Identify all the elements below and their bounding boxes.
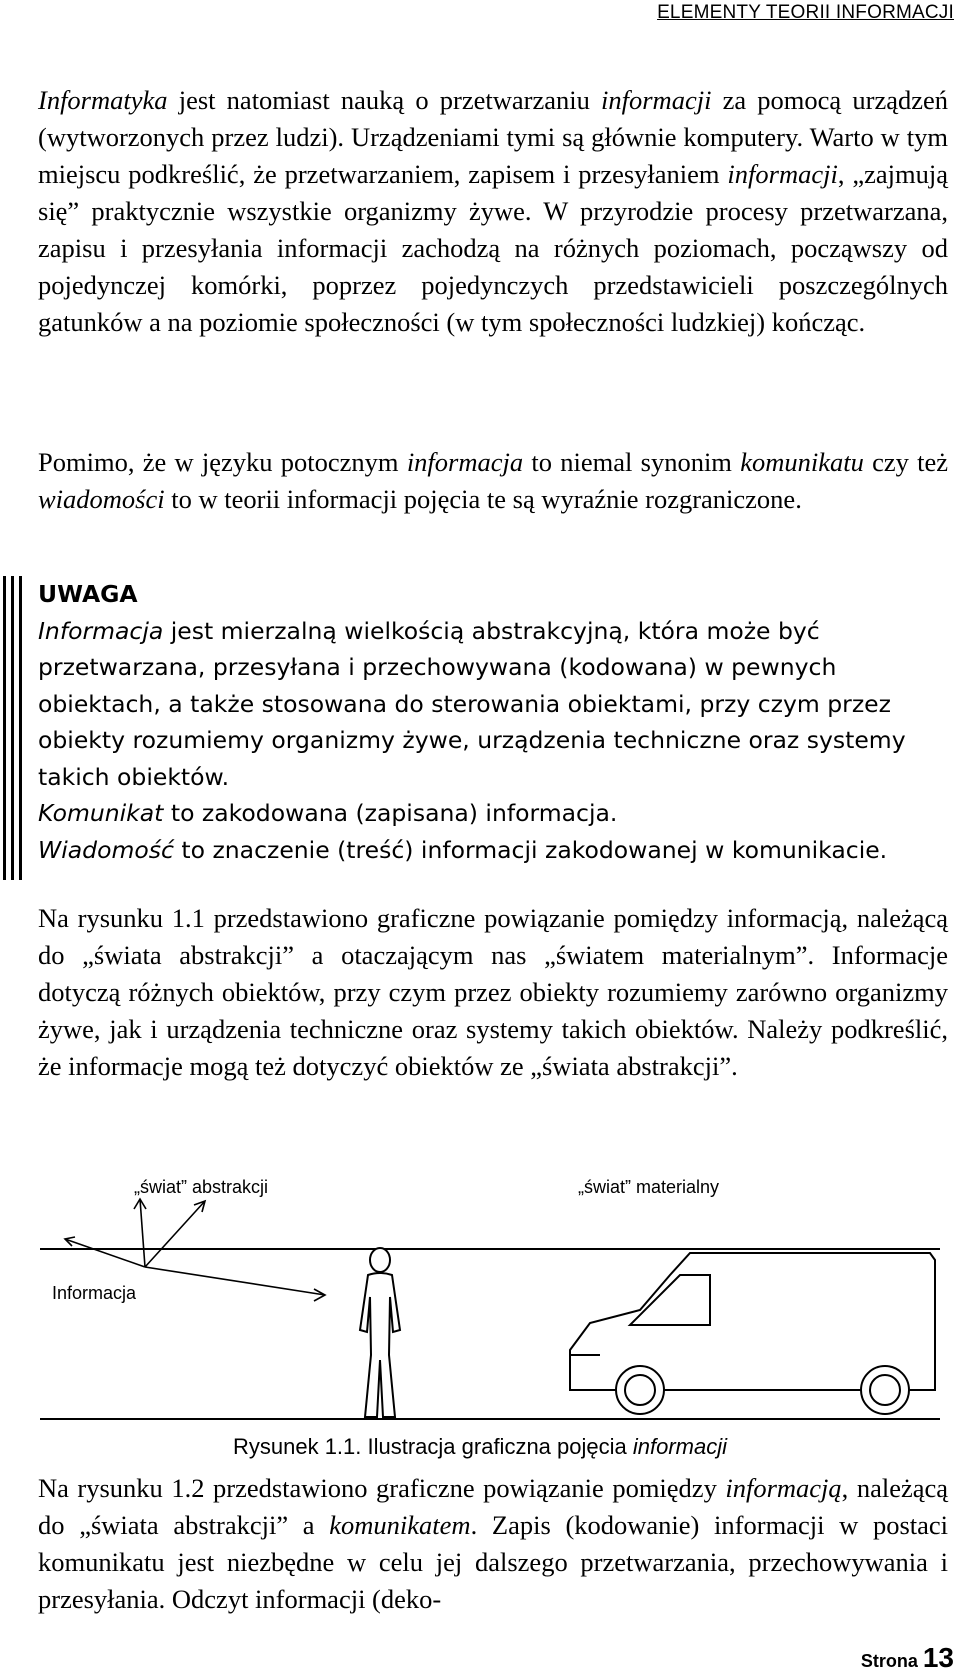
term-informacji: informacji xyxy=(601,85,712,115)
definition-text: to znaczenie (treść) informacji zakodowanej w komunikacie. xyxy=(173,835,888,864)
margin-bar xyxy=(3,576,6,880)
term-informacja: informacją xyxy=(725,1473,842,1503)
caption-text: Rysunek 1.1. Ilustracja graficzna pojęcia xyxy=(232,1434,633,1459)
term-informacji: informacji xyxy=(727,159,838,189)
paragraph-rysunek-1-1: Na rysunku 1.1 przedstawiono graficzne powiązanie pomiędzy informacją, należącą do „świata abstrakcji” a otaczającym nas „światem materialnym”. Informacje dotyczą różnych obiektów, przy czym przez obiekty rozumiemy zarówno organizmy żywe, jak i urządzenia techniczne oraz systemy takich obiektów. Należy podkreślić, że informacje mogą też dotyczyć obiektów ze „świata abstrakcji”. xyxy=(38,903,948,1081)
person-silhouette xyxy=(360,1248,400,1417)
text-span: Pomimo, że w języku potocznym xyxy=(38,447,407,477)
figure-caption xyxy=(0,1434,960,1460)
running-header: ELEMENTY TEORII INFORMACJI xyxy=(657,2,954,23)
figure-illustration xyxy=(30,1185,950,1425)
paragraph-informatyka xyxy=(38,82,948,341)
definition-text: jest mierzalną wielkością abstrakcyjną, która może być przetwarzana, przesyłana i przechowywana (kodowana) w pewnych obiektach, a także stosowana do sterowania obiektami, przy czym przez obiekty rozumiemy organizmy żywe, urządzenia techniczne oraz systemy takich obiektów. xyxy=(38,616,906,791)
van-silhouette xyxy=(570,1253,935,1414)
margin-bar xyxy=(19,576,22,880)
figure-1-1 xyxy=(30,1177,950,1445)
term-wiadomosci: wiadomości xyxy=(38,484,165,514)
paragraph-pomimo xyxy=(38,444,948,518)
footer-label: Strona xyxy=(860,1651,923,1671)
term-komunikatu: komunikatu xyxy=(740,447,864,477)
definition-text: to zakodowana (zapisana) informacja. xyxy=(163,799,618,827)
definition-informacja xyxy=(38,613,918,796)
definition-term: Komunikat xyxy=(38,799,164,827)
definition-term: Informacja xyxy=(38,616,164,645)
text-span: czy też xyxy=(863,447,949,477)
page-footer xyxy=(861,1642,954,1674)
text-span: urządzeń (wytworzonych przez ludzi). Urządzeniami tymi są głównie komputery. Warto w tym miejscu podkreślić, że przetwarzaniem, zapisem i przesyłaniem xyxy=(38,85,949,189)
term-informacja: informacja xyxy=(406,447,524,477)
term-komunikatem: komunikatem xyxy=(329,1510,471,1540)
definition-term: Wiadomość xyxy=(38,835,174,864)
note-uwaga xyxy=(38,576,918,868)
page-number: 13 xyxy=(922,1642,954,1673)
note-heading: UWAGA xyxy=(38,580,138,608)
paragraph-rysunek-1-2 xyxy=(38,1470,948,1618)
text-span: , należącą do „świata abstrakcji” a xyxy=(38,1473,949,1540)
text-span: za pomocą xyxy=(711,85,842,115)
text-span: , „zajmują się” praktycznie wszystkie organizmy żywe. W przyrodzie procesy przetwarzana, zapisu i przesyłania informacji zachodzą na różnych poziomach, począwszy od pojedynczej komórki, poprzez pojedynczych przedstawicieli poszczególnych gatunków a na poziomie społeczności (w tym społeczności ludzkiej) kończąc. xyxy=(38,159,948,337)
term-informatyka: Informatyka xyxy=(38,85,168,115)
text-span: . Zapis (kodowanie) informacji w postaci komunikatu jest niezbędne w celu jej dalszego przetwarzania, przechowywania i przesyłania. Odczyt informacji (deko- xyxy=(38,1510,949,1614)
definition-wiadomosc xyxy=(38,832,918,869)
text-span: jest natomiast nauką o przetwarzaniu xyxy=(167,85,602,115)
label-material-world: „świat” materialny xyxy=(578,1177,720,1197)
label-abstract-world: „świat” abstrakcji xyxy=(134,1177,269,1197)
label-informacja: Informacja xyxy=(52,1283,137,1303)
text-span: Na rysunku 1.2 przedstawiono graficzne powiązanie pomiędzy xyxy=(38,1473,726,1503)
definition-komunikat xyxy=(38,795,918,832)
margin-bar xyxy=(11,576,14,880)
caption-term: informacji xyxy=(632,1434,727,1459)
text-span: to w teorii informacji pojęcia te są wyraźnie rozgraniczone. xyxy=(164,484,802,514)
text-span: to niemal synonim xyxy=(523,447,741,477)
